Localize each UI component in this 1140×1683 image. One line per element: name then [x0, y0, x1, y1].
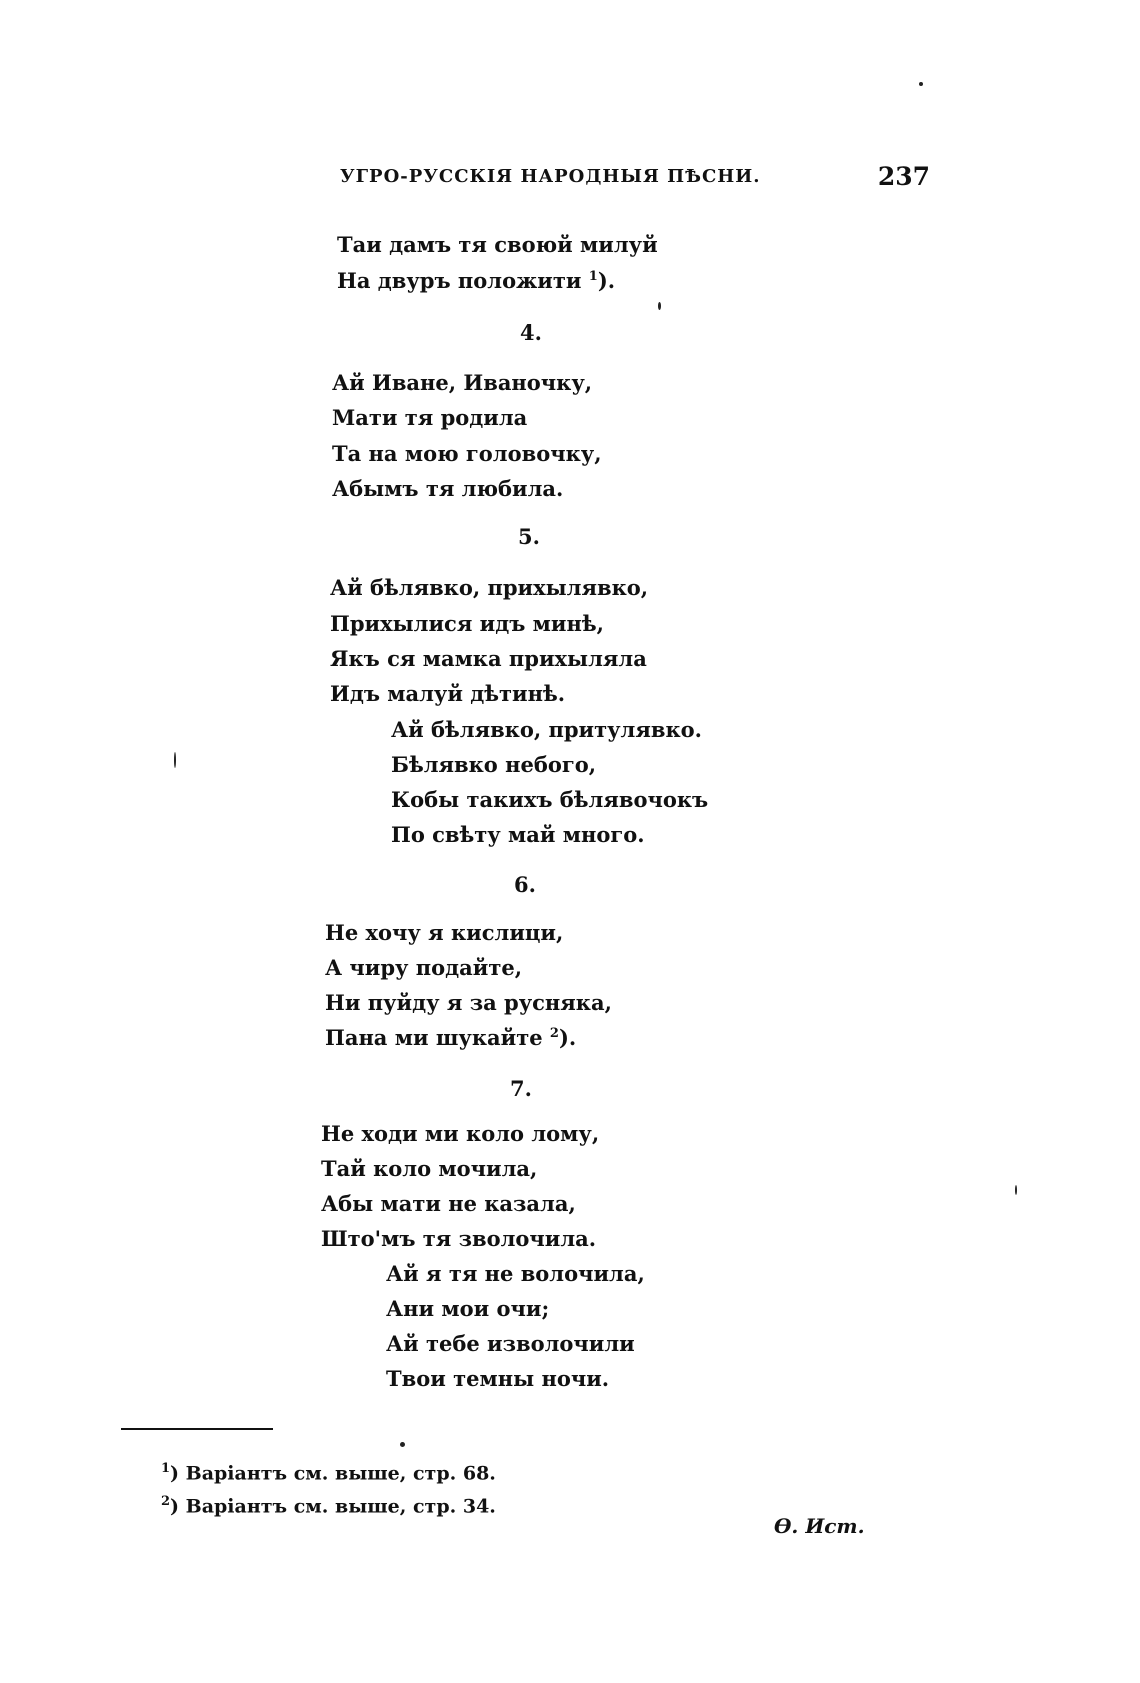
verse-line: Таи дамъ тя своюй милуй [337, 232, 658, 257]
footnote: $^2$) Варіантъ см. выше, стр. 34. [161, 1494, 496, 1518]
footnote-ref: 2 [549, 1026, 559, 1041]
scan-speck [174, 752, 176, 768]
footnote-ref: 1 [588, 269, 598, 284]
signature: Ѳ. Ист. [774, 1514, 865, 1538]
verse-line: А чиру подайте, [325, 955, 523, 980]
verse-line: Та на мою головочку, [332, 441, 602, 466]
verse-line: Идъ малуй дѣтинѣ. [330, 681, 566, 706]
footnote-divider [121, 1428, 273, 1430]
verse-line: Не ходи ми коло лому, [321, 1121, 600, 1146]
verse-line: Абымъ тя любила. [332, 476, 564, 501]
verse-line: Не хочу я кислици, [325, 920, 564, 945]
song-number: 6. [514, 872, 536, 897]
verse-line: Твои темны ночи. [386, 1366, 610, 1391]
verse-line: На двуръ положити $^1$). [337, 268, 616, 293]
verse-line: Ани мои очи; [386, 1296, 550, 1321]
verse-line: Кобы такихъ бѣлявочокъ [391, 787, 709, 812]
verse-line: Тай коло мочила, [321, 1156, 538, 1181]
verse-line: Пана ми шукайте $^2$). [325, 1025, 577, 1050]
scan-speck [400, 1442, 405, 1447]
verse-line: Ай бѣлявко, прихылявко, [330, 575, 649, 600]
verse-line: Прихылися идъ минѣ, [330, 611, 604, 636]
verse-line: Ай я тя не волочила, [386, 1261, 645, 1286]
verse-line: Ай бѣлявко, притулявко. [391, 717, 702, 742]
verse-line: Бѣлявко небого, [391, 752, 597, 777]
running-header [340, 162, 940, 192]
verse-line: Ай Иване, Иваночку, [332, 370, 593, 395]
scan-speck [1015, 1185, 1017, 1195]
verse-line: Ай тебе изволочили [386, 1331, 635, 1356]
song-number: 7. [510, 1076, 532, 1101]
song-number: 4. [520, 320, 542, 345]
verse-line: Ни пуйду я за русняка, [325, 990, 612, 1015]
verse-line: Абы мати не казала, [321, 1191, 576, 1216]
verse-line: Што'мъ тя зволочила. [321, 1226, 597, 1251]
song-number: 5. [518, 524, 540, 549]
scan-speck [658, 302, 661, 310]
running-title: УГРО-РУССКІЯ НАРОДНЫЯ ПѢСНИ. [340, 166, 761, 187]
verse-line: По свѣту май много. [391, 822, 645, 847]
page-number: 237 [877, 162, 930, 191]
verse-line: Мати тя родила [332, 405, 528, 430]
footnote: $^1$) Варіантъ см. выше, стр. 68. [161, 1461, 496, 1485]
verse-line: Якъ ся мамка прихыляла [330, 646, 647, 671]
scan-speck [919, 82, 923, 86]
